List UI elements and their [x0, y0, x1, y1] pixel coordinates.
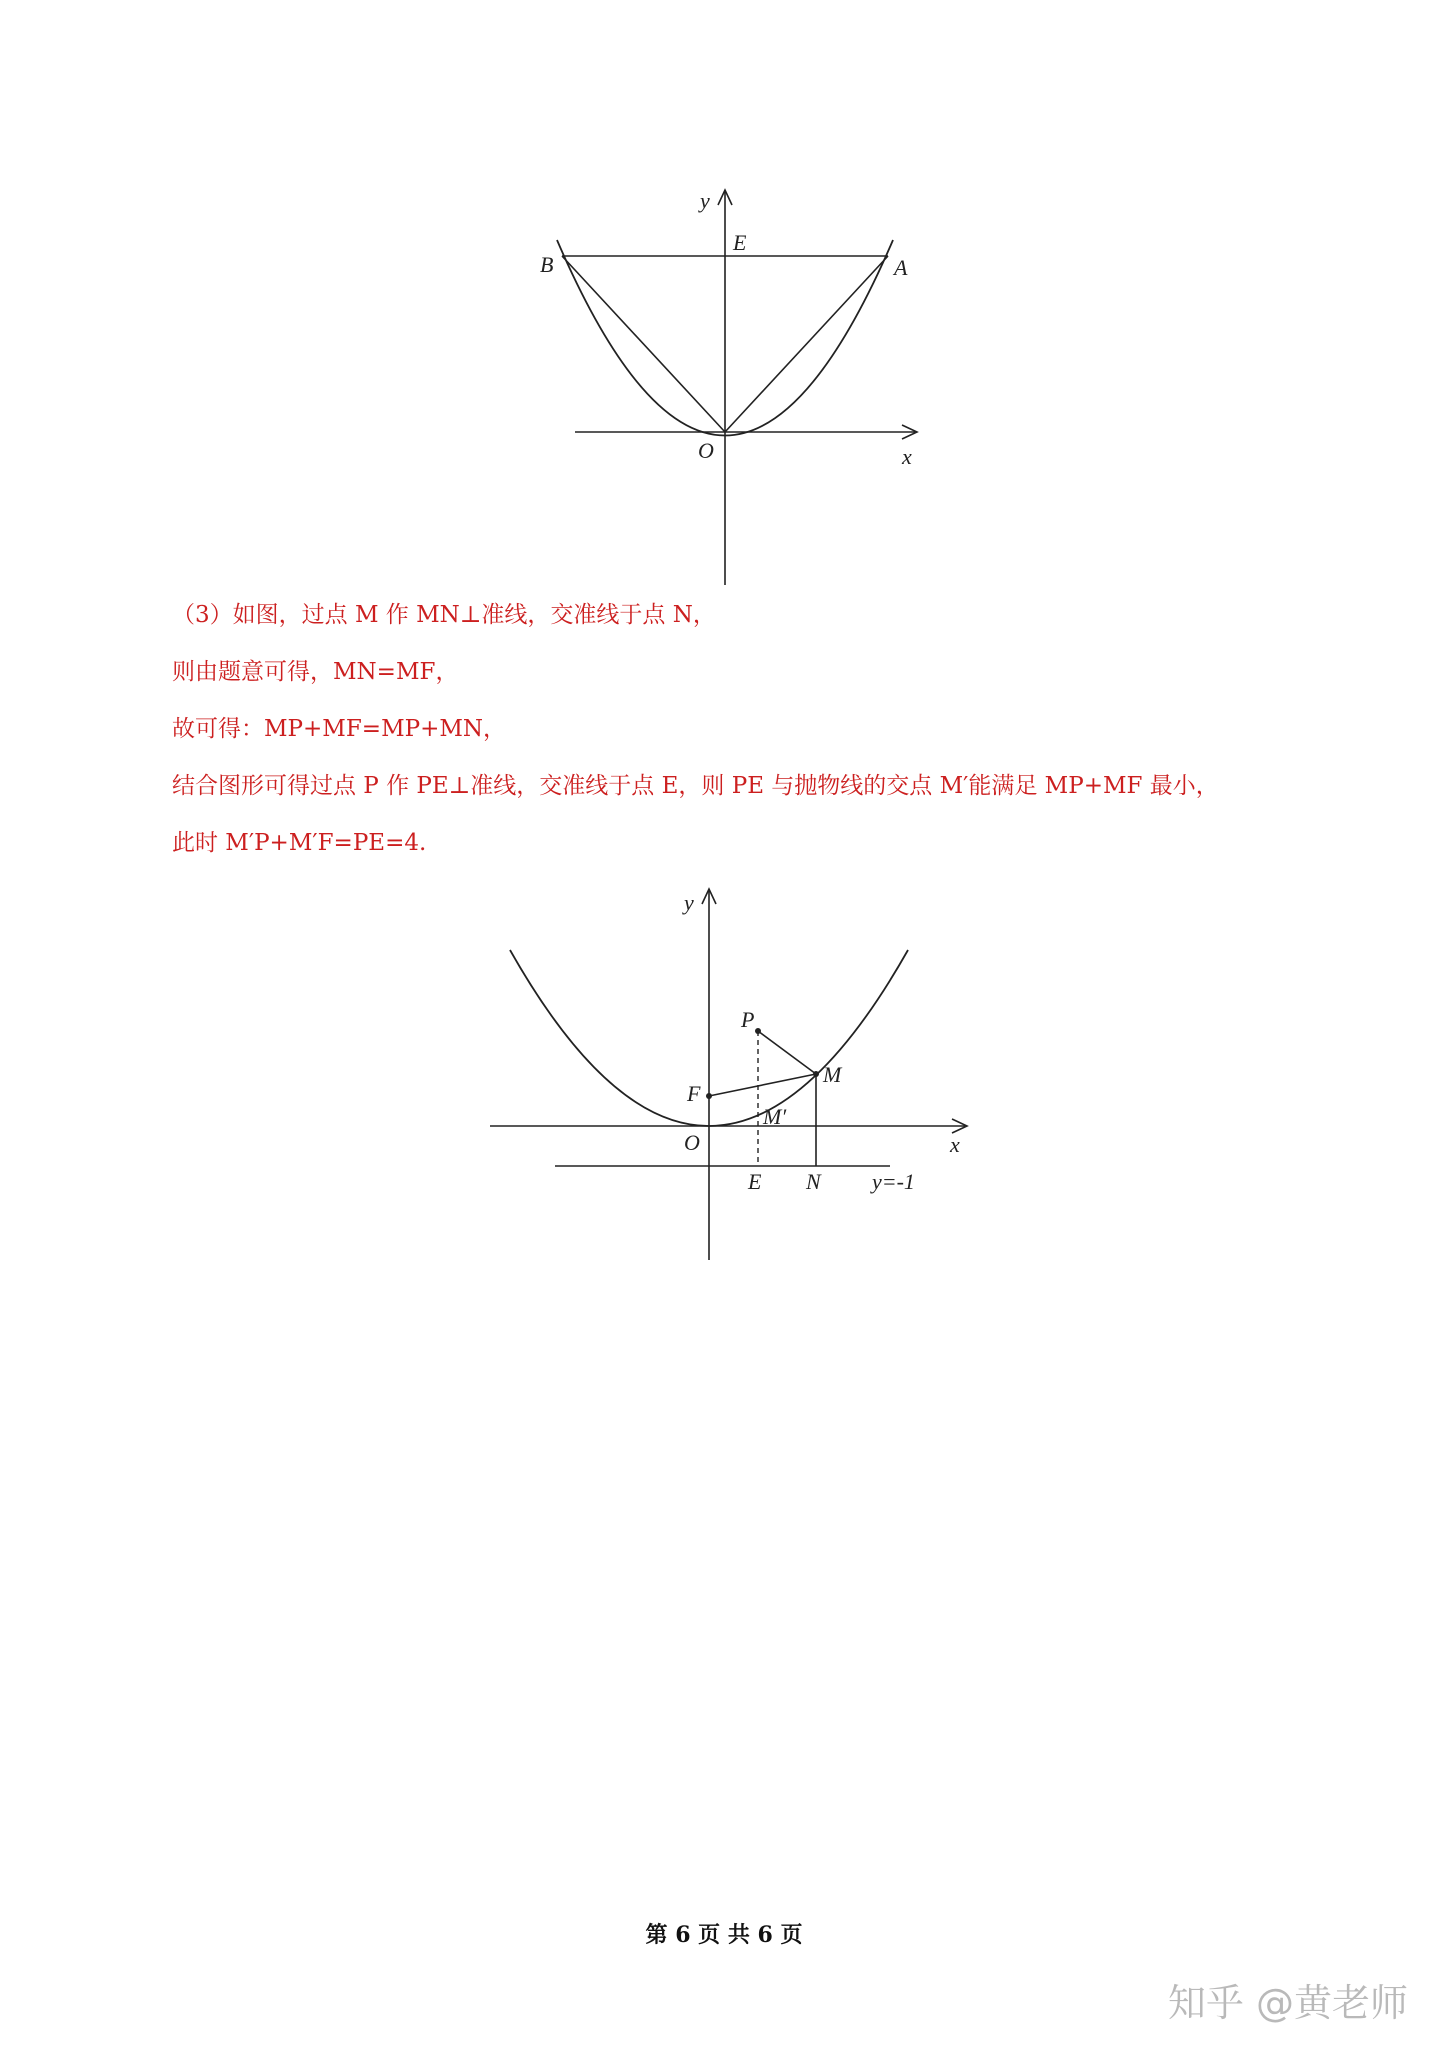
label-y: y	[700, 188, 710, 213]
solution-line-2: 则由题意可得，MN=MF，	[172, 659, 459, 685]
segment-pm	[758, 1031, 816, 1074]
point-f	[706, 1093, 712, 1099]
segment-fm	[709, 1074, 816, 1096]
solution-line-5: 此时 M′P+M′F=PE=4.	[172, 830, 427, 856]
label-p: P	[741, 1007, 755, 1032]
label-y: y	[684, 890, 694, 915]
label-origin: O	[684, 1130, 700, 1155]
label-m-prime: M′	[763, 1104, 787, 1129]
label-x: x	[950, 1132, 960, 1157]
point-p	[755, 1028, 761, 1034]
solution-line-3: 故可得：MP+MF=MP+MN，	[172, 716, 507, 742]
label-n: N	[806, 1169, 821, 1194]
label-origin: O	[698, 438, 714, 463]
label-e: E	[733, 230, 747, 255]
point-m	[813, 1071, 819, 1077]
label-f: F	[687, 1081, 701, 1106]
solution-line-4: 结合图形可得过点 P 作 PE⊥准线，交准线于点 E，则 PE 与抛物线的交点 M′能满足 MP+MF 最小，	[172, 773, 1219, 799]
label-a: A	[894, 255, 908, 280]
figure-parabola-chord	[540, 180, 940, 600]
label-e: E	[748, 1169, 762, 1194]
label-b: B	[540, 252, 554, 277]
figure-parabola-focus	[480, 880, 1000, 1270]
solution-text	[172, 600, 1322, 885]
solution-line-1: （3）如图，过点 M 作 MN⊥准线，交准线于点 N，	[172, 602, 716, 628]
page-footer: 第 6 页 共 6 页	[645, 1922, 803, 1948]
label-directrix: y=-1	[872, 1169, 915, 1194]
segment-oa	[725, 256, 888, 432]
label-m: M	[823, 1062, 842, 1087]
watermark: 知乎 @黄老师	[1167, 1981, 1408, 2025]
segment-ob	[562, 256, 725, 432]
label-x: x	[902, 444, 912, 469]
